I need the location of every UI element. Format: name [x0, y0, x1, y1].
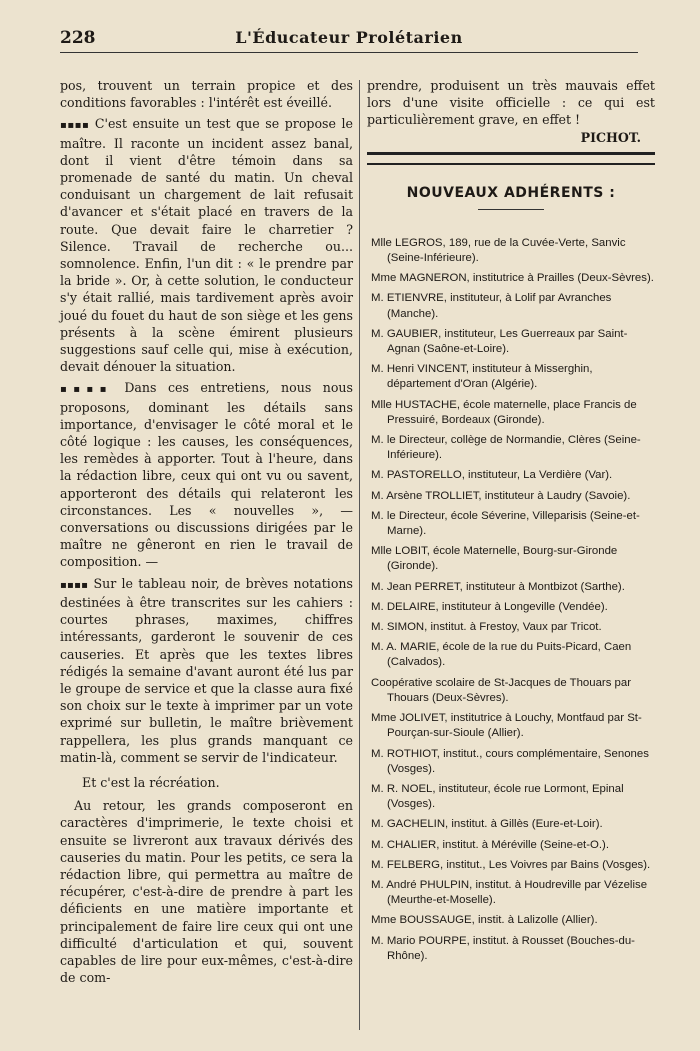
member-entry: M. FELBERG, institut., Les Voivres par Bains (Vosges).	[371, 858, 651, 871]
member-entry: M. A. MARIE, école de la rue du Puits-Picard, Caen (Calvados).	[371, 641, 632, 669]
right-column	[367, 77, 655, 969]
member-entry: M. GAUBIER, instituteur, Les Guerreaux par Saint-Agnan (Saône-et-Loire).	[371, 327, 628, 356]
paragraph-text: pos, trouvent un terrain propice et des conditions favorables : l'intérêt est éveillé.	[60, 78, 353, 111]
member-entry: M. R. NOEL, instituteur, école rue Lormont, Epinal (Vosges).	[371, 782, 624, 811]
member-entry: M. ROTHIOT, institut., cours complémentaire, Senones (Vosges).	[371, 747, 649, 775]
section-title: NOUVEAUX ADHÉRENTS :	[406, 184, 616, 201]
paragraph	[60, 797, 353, 986]
title-underline	[478, 209, 544, 210]
member-entry: M. GACHELIN, institut. à Gillès (Eure-et-Loir).	[371, 818, 603, 831]
member-entry: M. Mario POURPE, institut. à Rousset (Bouches-du-Rhône).	[371, 934, 635, 962]
member-entry: M. Jean PERRET, instituteur à Montbizot (Sarthe).	[371, 580, 625, 593]
page-header	[60, 28, 638, 52]
member-entry: M. le Directeur, école Séverine, Villeparisis (Seine-et-Marne).	[371, 509, 640, 538]
member-entry: M. PASTORELLO, instituteur, La Verdière (Var).	[371, 469, 613, 482]
member-entry: Mme JOLIVET, institutrice à Louchy, Montfaud par St-Pourçan-sur-Sioule (Allier).	[371, 712, 642, 740]
paragraph-marker: ▪▪▪▪	[60, 120, 90, 132]
member-entry: Mme MAGNERON, institutrice à Prailles (Deux-Sèvres).	[371, 272, 654, 285]
paragraph	[60, 115, 353, 375]
paragraph-text: Sur le tableau noir, de brèves notations destinées à être transcrites sur les cahiers : courtes phrases, maximes, chiffres intéressants, garderont le souvenir de ces causeries. Et après que les textes libres rédigés la semaine d'avant auront été lus par le groupe de service et que la classe aura fixé son choix sur le texte à imprimer par un vote exprimé sur bulletin, le maître brièvement rappellera, les plus grands manquant ce matin-là, comment se servir de l'indicateur.	[60, 575, 353, 765]
paragraph	[60, 77, 353, 111]
member-list	[367, 236, 655, 964]
member-entry: M. le Directeur, collège de Normandie, Clères (Seine-Inférieure).	[371, 434, 641, 462]
paragraph-text: Au retour, les grands composeront en caractères d'imprimerie, le texte choisi et ensuite se livreront aux travaux dérivés des causeries du matin. Pour les petits, ce sera la rédaction libre, qui permettra au maître de récupérer, c'est-à-dire de prendre à part les déficients en une matière importante et principalement de faire lire ceux qui ont une difficulté d'articulation et qui, souvent capables de lire pour eux-mêmes, c'est-à-dire de com-	[60, 798, 353, 986]
article-signature: PICHOT.	[580, 129, 641, 145]
member-entry: Mlle HUSTACHE, école maternelle, place Francis de Pressuiré, Bordeaux (Gironde).	[371, 398, 637, 426]
paragraph-marker: ▪▪▪▪	[60, 384, 113, 396]
member-entry: M. SIMON, institut. à Frestoy, Vaux par Tricot.	[371, 621, 602, 634]
member-entry: M. Henri VINCENT, instituteur à Misserghin, département d'Oran (Algérie).	[371, 363, 593, 391]
paragraph-text: Dans ces entretiens, nous nous proposons, dominant les détails sans importance, d'envisager le côté moral et le côté logique : les causes, les conséquences, les remèdes à apporter. Tout à l'heure, dans la rédaction libre, ceux qui ont vu ou savent, apporteront des détails qui relateront les circonstances. Les « nouvelles », — conversations ou discussions dirigées par le maître ne gêneront en rien le travail de composition. —	[60, 380, 353, 570]
journal-title: L'Éducateur Prolétarien	[235, 28, 463, 47]
paragraph	[60, 575, 353, 766]
member-entry: M. Arsène TROLLIET, instituteur à Laudry (Savoie).	[371, 489, 631, 502]
header-rule	[60, 52, 638, 53]
member-entry: Mme BOUSSAUGE, instit. à Lalizolle (Allier).	[371, 914, 598, 927]
member-entry: Coopérative scolaire de St-Jacques de Thouars par Thouars (Deux-Sèvres).	[371, 676, 632, 704]
paragraph-text: Et c'est la récréation.	[82, 774, 220, 790]
page-number: 228	[60, 28, 96, 48]
member-entry: M. ETIENVRE, instituteur, à Lolif par Avranches (Manche).	[371, 292, 612, 320]
paragraph-text: C'est ensuite un test que se propose le maître. Il raconte un incident assez banal, dont il vient d'être témoin dans sa promenade de santé du matin. Un cheval conduisant un chargement de lait refusait d'avancer et s'était placé en travers de la route. Que devait faire le charretier ? Silence. Travail de recherche ou... somnolence. Enfin, l'un dit : « le prendre par la bride ». Or, à cette solution, le conducteur s'y était rallié, mais tardivement après avoir joué du fouet du haut de son siège et les gens présents à la scène émirent plusieurs suggestions sauf celle qui, mise à exécution, devait dénouer la situation.	[60, 116, 353, 375]
member-entry: Mlle LOBIT, école Maternelle, Bourg-sur-Gironde (Gironde).	[371, 545, 618, 573]
article-continuation: prendre, produisent un très mauvais effet lors d'une visite officielle : ce qui est particulièrement grave, en effet !	[367, 78, 655, 128]
member-entry: M. DELAIRE, instituteur à Longeville (Vendée).	[371, 600, 608, 613]
member-entry: M. CHALIER, institut. à Méréville (Seine-et-O.).	[371, 838, 610, 851]
paragraph	[60, 379, 353, 570]
paragraph	[60, 774, 353, 791]
column-separator	[359, 80, 360, 1030]
left-column	[60, 77, 353, 986]
section-banner	[367, 152, 655, 165]
member-entry: Mlle LEGROS, 189, rue de la Cuvée-Verte, Sanvic (Seine-Inférieure).	[371, 236, 626, 265]
member-entry: M. André PHULPIN, institut. à Houdreville par Vézelise (Meurthe-et-Moselle).	[371, 878, 648, 907]
paragraph-marker: ▪▪▪▪	[60, 579, 89, 591]
